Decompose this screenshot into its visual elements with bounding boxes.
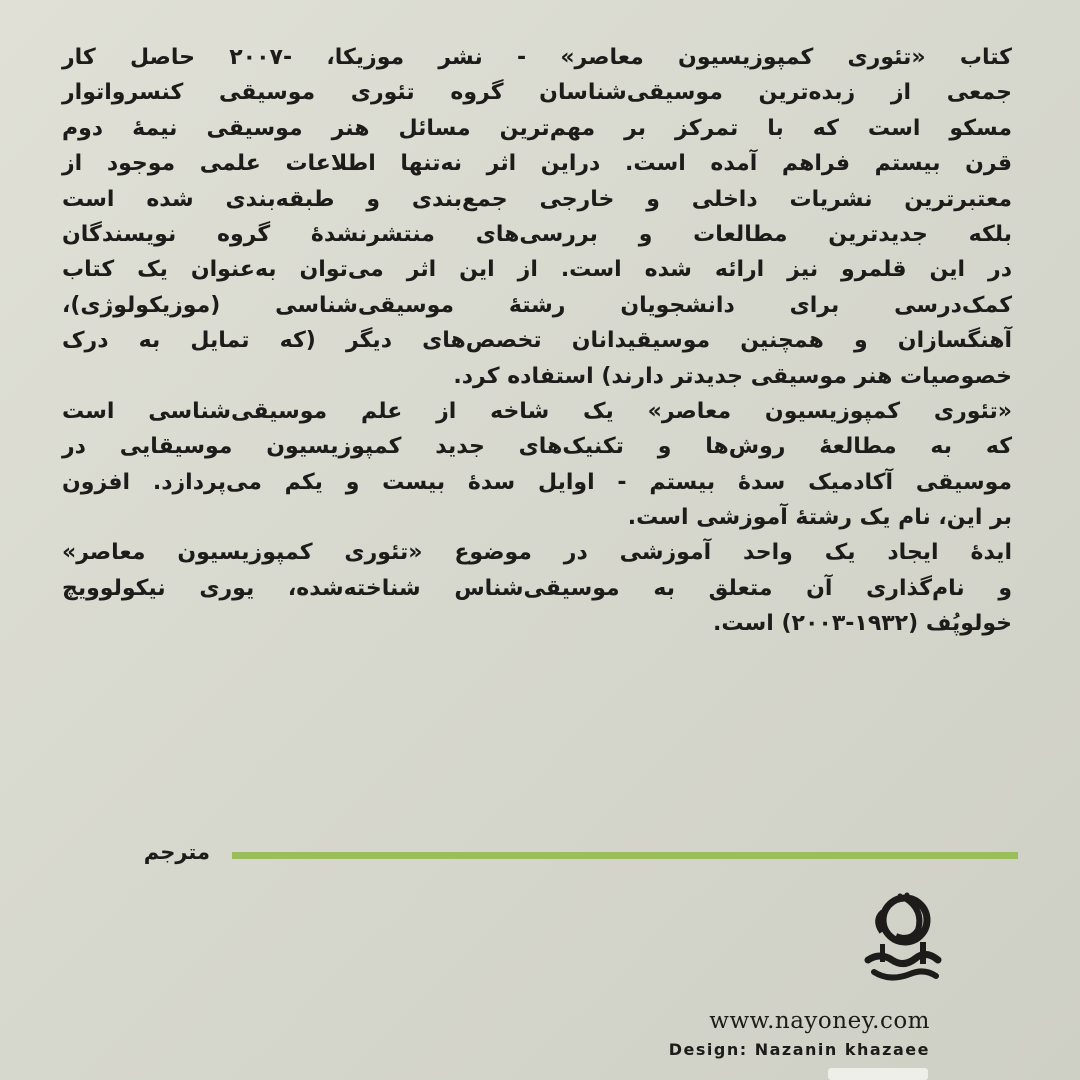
description-line: جمعی از زبده‌ترین موسیقی‌شناسان گروه تئوری موسیقی کنسرواتوار xyxy=(62,80,1012,106)
description-line: مسکو است که با تمرکز بر مهم‌ترین مسائل هنر موسیقی نیمهٔ دوم xyxy=(62,115,1012,141)
barcode-label-strip xyxy=(828,1068,928,1080)
description-line: در این قلمرو نیز ارائه شده است. از این اثر می‌توان به‌عنوان یک کتاب xyxy=(62,257,1012,283)
description-line: آهنگسازان و همچنین موسیقیدانان تخصص‌های دیگر (که تمایل به درک xyxy=(62,328,1012,354)
description-line: کمک‌درسی برای دانشجویان رشتهٔ موسیقی‌شناسی (موزیکولوژی)، xyxy=(62,292,1012,318)
description-line: قرن بیستم فراهم آمده است. دراین اثر نه‌تنها اطلاعات علمی موجود از xyxy=(62,151,1012,177)
description-line: ایدهٔ ایجاد یک واحد آموزشی در موضوع «تئوری کمپوزیسیون معاصر» xyxy=(62,540,1012,566)
translator-label: مترجم xyxy=(143,840,210,864)
description-line: کتاب «تئوری کمپوزیسیون معاصر» - نشر موزیکا، -۲۰۰۷ حاصل کار xyxy=(62,45,1012,70)
description-line: بلکه جدیدترین مطالعات و بررسی‌های منتشرنشدهٔ گروه نویسندگان xyxy=(62,221,1012,247)
description-line: خصوصیات هنر موسیقی جدیدتر دارند) استفاده کرد. xyxy=(453,363,1012,389)
accent-bar xyxy=(232,852,1018,859)
description-line: موسیقی آکادمیک سدهٔ بیستم - اوایل سدهٔ بیست و یکم می‌پردازد. افزون xyxy=(62,469,1012,495)
description-line: بر این، نام یک رشتهٔ آموزشی است. xyxy=(627,505,1012,531)
description-line: معتبرترین نشریات داخلی و خارجی جمع‌بندی و طبقه‌بندی شده است xyxy=(62,186,1012,212)
description-line: خولوپُف (۱۹۳۲-۲۰۰۳) است. xyxy=(712,611,1012,637)
description-line: «تئوری کمپوزیسیون معاصر» یک شاخه از علم موسیقی‌شناسی است xyxy=(62,398,1012,424)
description-line: و نام‌گذاری آن متعلق به موسیقی‌شناس شناخته‌شده، یوری نیکولوویچ xyxy=(62,575,1012,601)
description-line: که به مطالعهٔ روش‌ها و تکنیک‌های جدید کمپوزیسیون موسیقایی در xyxy=(62,434,1012,460)
publisher-logo-icon xyxy=(860,890,950,990)
design-credit: Design: Nazanin khazaee xyxy=(668,1040,930,1059)
publisher-website: www.nayoney.com xyxy=(709,1008,930,1034)
description-text-block xyxy=(62,40,1012,642)
